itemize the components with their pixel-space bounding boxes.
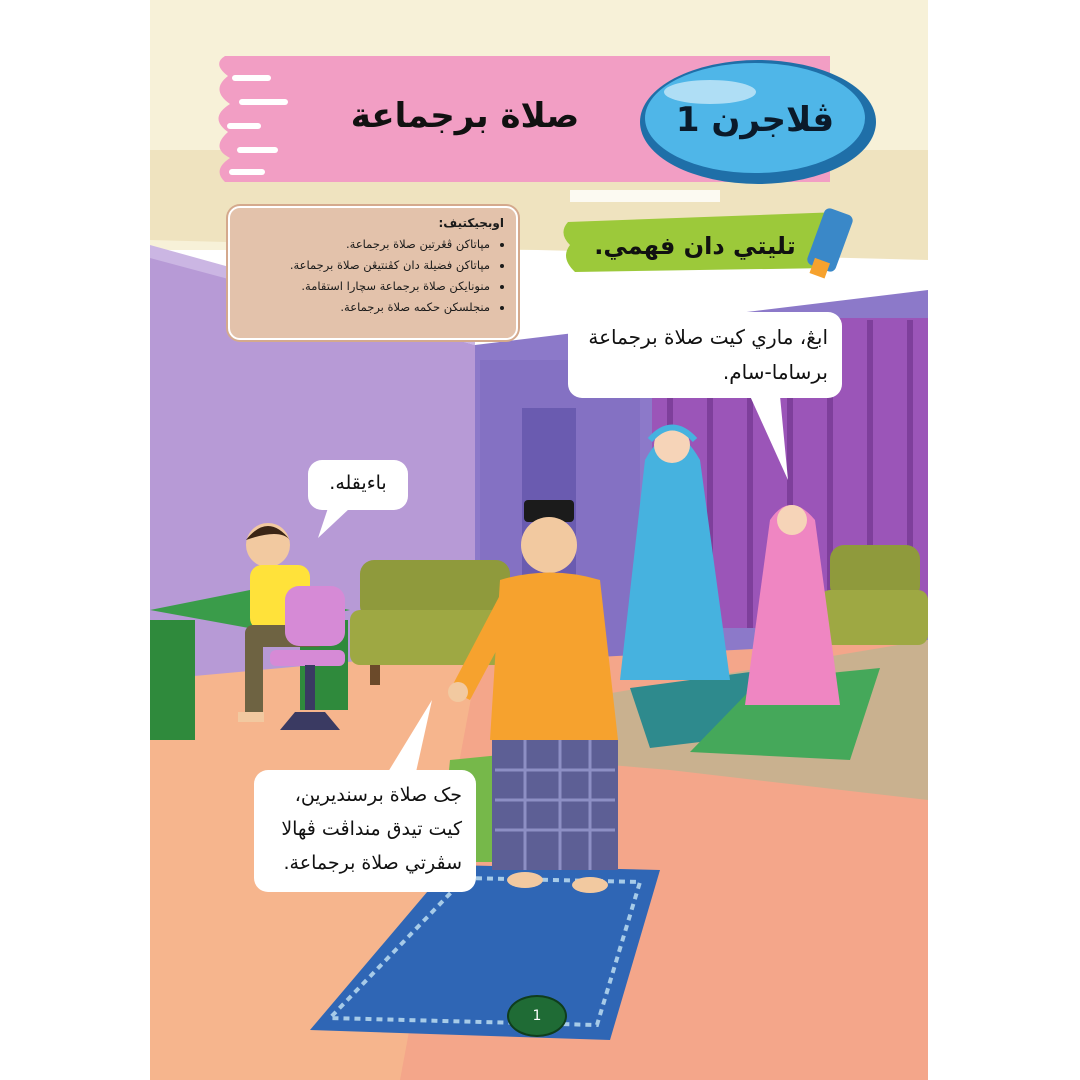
objective-heading: اوبجيكتيف:: [438, 216, 504, 230]
objective-item: • مپاتاكن ڤڠرتين صلاة برجماعة.: [242, 234, 490, 255]
objective-item: • منجلسكن حكمه صلاة برجماعة.: [242, 297, 490, 318]
section-label: تليتي دان فهمي.: [594, 232, 796, 260]
illustration-scene: [150, 0, 928, 1080]
textbook-page: [150, 0, 928, 1080]
speech-bubble-son: باءيقله.: [308, 460, 408, 510]
speech-bubble-father: جک صلاة برسنديرين، كيت تيدق منداڤت ڤهالا سڤرتي صلاة برجماعة.: [254, 770, 476, 892]
objective-list: [242, 234, 504, 318]
page-title: صلاة برجماعة: [350, 96, 580, 136]
objective-item: • مپاتاكن فضيلة دان كڤنتيڠن صلاة برجماعة.: [242, 255, 490, 276]
objective-item: • منونايكن صلاة برجماعة سچارا استقامة.: [242, 276, 490, 297]
objective-box: [228, 206, 518, 340]
ceiling-light: [570, 190, 720, 202]
page-number: 1: [507, 995, 567, 1037]
lesson-badge: ڤلاجرن 1: [675, 100, 835, 140]
speech-bubble-daughter: ابڠ، ماري كيت صلاة برجماعة برساما-سام.: [568, 312, 842, 398]
sofa-right: [820, 545, 928, 645]
